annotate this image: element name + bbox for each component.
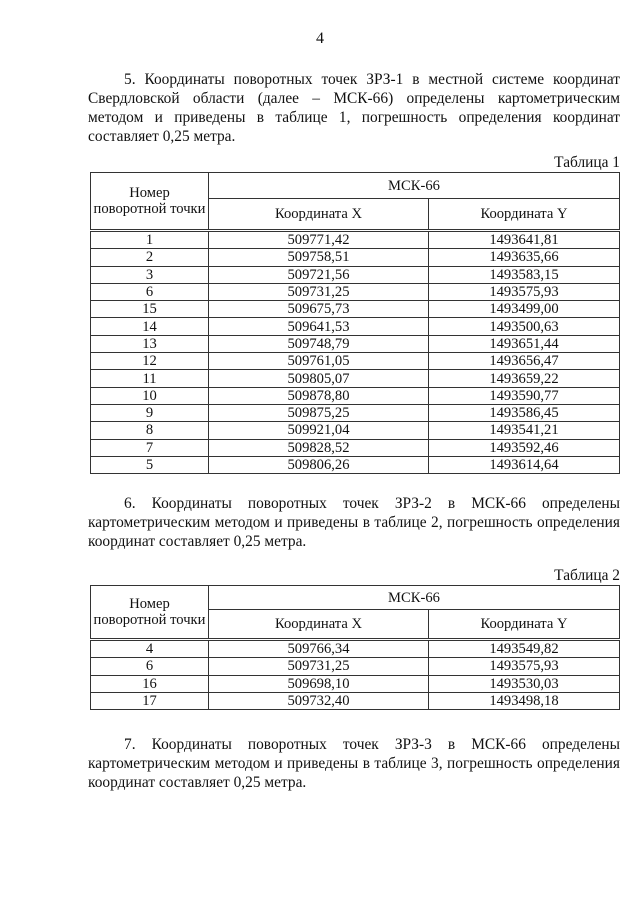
header-coordinate-x: Координата X bbox=[209, 610, 429, 640]
table-row bbox=[91, 658, 620, 675]
point-number-cell: 8 bbox=[91, 422, 209, 439]
header-coordinate-y: Координата Y bbox=[429, 199, 620, 231]
coordinate-y-cell: 1493592,46 bbox=[429, 439, 620, 456]
coordinate-y-cell: 1493659,22 bbox=[429, 370, 620, 387]
header-coordinate-system: МСК-66 bbox=[209, 586, 620, 610]
header-point-number: Номер поворотной точки bbox=[91, 173, 209, 231]
coordinate-x-cell: 509766,34 bbox=[209, 640, 429, 658]
coordinate-x-cell: 509921,04 bbox=[209, 422, 429, 439]
coordinate-y-cell: 1493590,77 bbox=[429, 387, 620, 404]
table-row bbox=[91, 422, 620, 439]
table-row bbox=[91, 370, 620, 387]
coordinate-x-cell: 509698,10 bbox=[209, 675, 429, 692]
paragraph-5-text: 5. Координаты поворотных точек ЗРЗ-1 в местной системе координат Свердловской области (далее – МСК-66) определены картометрическим методом и приведены в таблице 1, погрешность определения координат составляет 0,25 метра. bbox=[88, 71, 620, 145]
header-coordinate-y: Координата Y bbox=[429, 610, 620, 640]
coordinate-x-cell: 509878,80 bbox=[209, 387, 429, 404]
point-number-cell: 10 bbox=[91, 387, 209, 404]
coordinate-x-cell: 509675,73 bbox=[209, 301, 429, 318]
coordinate-x-cell: 509828,52 bbox=[209, 439, 429, 456]
table-row bbox=[91, 692, 620, 709]
coordinate-y-cell: 1493500,63 bbox=[429, 318, 620, 335]
table-row bbox=[91, 456, 620, 473]
table-row bbox=[91, 335, 620, 352]
coordinate-x-cell: 509731,25 bbox=[209, 283, 429, 300]
table-row bbox=[91, 231, 620, 249]
point-number-cell: 16 bbox=[91, 675, 209, 692]
header-coordinate-system: МСК-66 bbox=[209, 173, 620, 199]
coordinate-x-cell: 509805,07 bbox=[209, 370, 429, 387]
point-number-cell: 11 bbox=[91, 370, 209, 387]
coordinate-x-cell: 509748,79 bbox=[209, 335, 429, 352]
coordinate-y-cell: 1493614,64 bbox=[429, 456, 620, 473]
coordinate-y-cell: 1493575,93 bbox=[429, 658, 620, 675]
table-row bbox=[91, 301, 620, 318]
coordinate-x-cell: 509731,25 bbox=[209, 658, 429, 675]
point-number-cell: 2 bbox=[91, 249, 209, 266]
coordinate-y-cell: 1493499,00 bbox=[429, 301, 620, 318]
table-row bbox=[91, 249, 620, 266]
coordinate-x-cell: 509758,51 bbox=[209, 249, 429, 266]
coordinate-x-cell: 509761,05 bbox=[209, 353, 429, 370]
paragraph-5 bbox=[88, 70, 620, 146]
point-number-cell: 1 bbox=[91, 231, 209, 249]
coordinate-x-cell: 509721,56 bbox=[209, 266, 429, 283]
point-number-cell: 13 bbox=[91, 335, 209, 352]
coordinate-y-cell: 1493583,15 bbox=[429, 266, 620, 283]
coordinate-y-cell: 1493541,21 bbox=[429, 422, 620, 439]
point-number-cell: 9 bbox=[91, 404, 209, 421]
table-1-caption: Таблица 1 bbox=[554, 154, 620, 171]
header-point-number: Номер поворотной точки bbox=[91, 586, 209, 640]
page-number: 4 bbox=[316, 30, 324, 47]
paragraph-7-text: 7. Координаты поворотных точек ЗРЗ-3 в МСК-66 определены картометрическим методом и приведены в таблице 3, погрешность определения координат составляет 0,25 метра. bbox=[88, 736, 620, 791]
coordinate-y-cell: 1493575,93 bbox=[429, 283, 620, 300]
paragraph-6 bbox=[88, 494, 620, 551]
table-row bbox=[91, 283, 620, 300]
point-number-cell: 3 bbox=[91, 266, 209, 283]
table-row bbox=[91, 675, 620, 692]
coordinate-x-cell: 509641,53 bbox=[209, 318, 429, 335]
coordinates-table-1 bbox=[90, 172, 620, 474]
table-row bbox=[91, 353, 620, 370]
coordinate-y-cell: 1493635,66 bbox=[429, 249, 620, 266]
table-row bbox=[91, 387, 620, 404]
header-coordinate-x: Координата X bbox=[209, 199, 429, 231]
point-number-cell: 6 bbox=[91, 658, 209, 675]
table-2-caption: Таблица 2 bbox=[554, 567, 620, 584]
coordinate-y-cell: 1493656,47 bbox=[429, 353, 620, 370]
coordinate-y-cell: 1493641,81 bbox=[429, 231, 620, 249]
table-2-body bbox=[91, 640, 620, 710]
point-number-cell: 12 bbox=[91, 353, 209, 370]
coordinate-y-cell: 1493498,18 bbox=[429, 692, 620, 709]
coordinate-x-cell: 509875,25 bbox=[209, 404, 429, 421]
point-number-cell: 5 bbox=[91, 456, 209, 473]
coordinate-y-cell: 1493651,44 bbox=[429, 335, 620, 352]
coordinate-y-cell: 1493586,45 bbox=[429, 404, 620, 421]
coordinate-x-cell: 509771,42 bbox=[209, 231, 429, 249]
point-number-cell: 15 bbox=[91, 301, 209, 318]
coordinate-x-cell: 509732,40 bbox=[209, 692, 429, 709]
coordinate-y-cell: 1493530,03 bbox=[429, 675, 620, 692]
coordinate-y-cell: 1493549,82 bbox=[429, 640, 620, 658]
paragraph-7 bbox=[88, 735, 620, 792]
table-row bbox=[91, 266, 620, 283]
point-number-cell: 4 bbox=[91, 640, 209, 658]
table-row bbox=[91, 318, 620, 335]
coordinates-table-2 bbox=[90, 585, 620, 710]
table-row bbox=[91, 404, 620, 421]
point-number-cell: 6 bbox=[91, 283, 209, 300]
paragraph-6-text: 6. Координаты поворотных точек ЗРЗ-2 в МСК-66 определены картометрическим методом и приведены в таблице 2, погрешность определения координат составляет 0,25 метра. bbox=[88, 495, 620, 550]
table-row bbox=[91, 439, 620, 456]
table-1-body bbox=[91, 231, 620, 474]
point-number-cell: 14 bbox=[91, 318, 209, 335]
coordinate-x-cell: 509806,26 bbox=[209, 456, 429, 473]
table-row bbox=[91, 640, 620, 658]
point-number-cell: 17 bbox=[91, 692, 209, 709]
point-number-cell: 7 bbox=[91, 439, 209, 456]
